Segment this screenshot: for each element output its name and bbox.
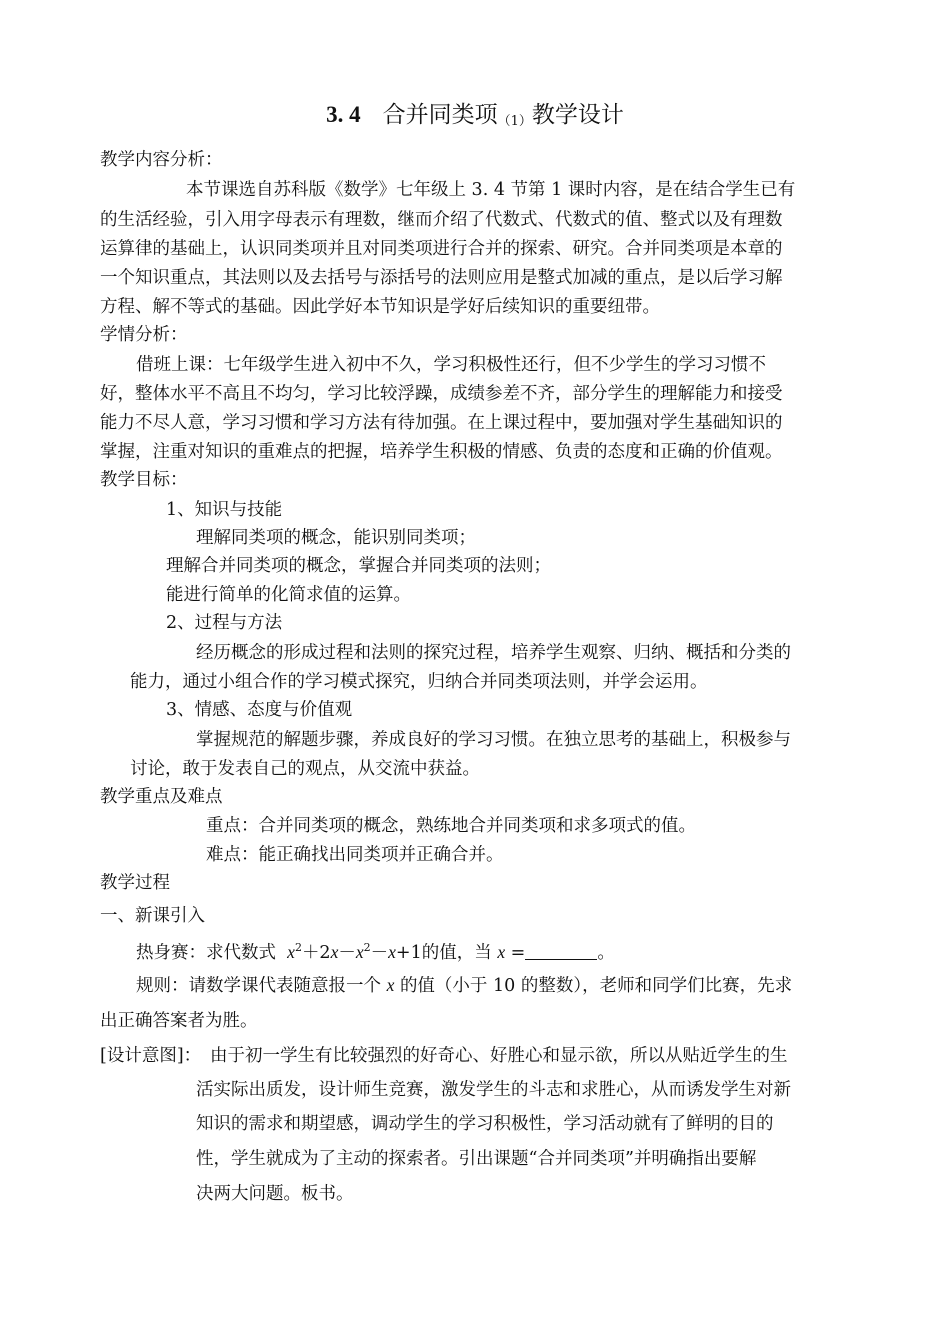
- title-main: 合并同类项: [382, 102, 498, 128]
- page-title: [0, 96, 950, 129]
- content-line: 一个知识重点，其法则以及去括号与添括号的法则应用是整式加减的重点，是以后学习解: [100, 268, 783, 288]
- goal-1-line: 理解同类项的概念，能识别同类项；: [196, 528, 476, 548]
- rule-var: x: [386, 975, 395, 995]
- warmup-label: 热身赛：求代数式: [136, 942, 276, 963]
- goal-3-line: 讨论，敢于发表自己的观点，从交流中获益。: [130, 759, 480, 779]
- design-line: 性，学生就成为了主动的探索者。引出课题“合并同类项”并明确指出要解: [196, 1149, 757, 1169]
- heading-content-analysis: 教学内容分析：: [100, 150, 223, 170]
- section-number: 3. 4: [326, 102, 361, 127]
- content-line: 方程、解不等式的基础。因此学好本节知识是学好后续知识的重要纽带。: [100, 297, 660, 317]
- goal-3-line: 掌握规范的解题步骤，养成良好的学习习惯。在独立思考的基础上，积极参与: [196, 730, 791, 750]
- heading-key-points: 教学重点及难点: [100, 787, 223, 807]
- student-line: 掌握，注重对知识的重难点的把握，培养学生积极的情感、负责的态度和正确的价值观。: [100, 442, 783, 462]
- goal-1-title: 1、知识与技能: [166, 500, 283, 520]
- goal-1-line: 能进行简单的化简求值的运算。: [166, 585, 411, 605]
- heading-goals: 教学目标：: [100, 470, 188, 490]
- goal-2-line: 经历概念的形成过程和法则的探究过程，培养学生观察、归纳、概括和分类的: [196, 643, 791, 663]
- student-line: 好，整体水平不高且不均匀，学习比较浮躁，成绩参差不齐，部分学生的理解能力和接受: [100, 384, 783, 404]
- student-line: 借班上课：七年级学生进入初中不久，学习积极性还行，但不少学生的学习习惯不: [136, 355, 766, 375]
- warmup-var: x: [497, 941, 506, 962]
- rule-line: 规则：请数学课代表随意报一个 x 的值（小于 10 的整数），老师和同学们比赛，先求: [136, 975, 793, 996]
- goal-3-title: 3、情感、态度与价值观: [166, 700, 353, 720]
- goal-1-line: 理解合并同类项的概念，掌握合并同类项的法则；: [166, 556, 551, 576]
- goal-2-title: 2、过程与方法: [166, 613, 283, 633]
- design-line: 决两大问题。板书。: [196, 1184, 354, 1204]
- warmup-line: [136, 941, 615, 964]
- title-rest: 教学设计: [531, 102, 624, 128]
- goal-2-line: 能力，通过小组合作的学习模式探究，归纳合并同类项法则，并学会运用。: [130, 672, 708, 692]
- content-line: 的生活经验，引入用字母表示有理数，继而介绍了代数式、代数式的值、整式以及有理数: [100, 210, 783, 230]
- design-intent-label: [设计意图]：: [100, 1046, 202, 1066]
- heading-process: 教学过程: [100, 873, 170, 893]
- warmup-mid: 的值，当: [421, 942, 492, 963]
- warmup-end: 。: [597, 942, 615, 963]
- student-line: 能力不尽人意，学习习惯和学习方法有待加强。在上课过程中，要加强对学生基础知识的: [100, 413, 783, 433]
- design-line: 活实际出质发，设计师生竞赛，激发学生的斗志和求胜心，从而诱发学生对新: [196, 1080, 791, 1100]
- answer-blank: [525, 943, 597, 960]
- design-line: 知识的需求和期望感，调动学生的学习积极性，学习活动就有了鲜明的目的: [196, 1114, 774, 1134]
- rule-line-2: 出正确答案者为胜。: [100, 1011, 258, 1031]
- key-difficulty: 难点：能正确找出同类项并正确合并。: [206, 845, 504, 865]
- formula: $x^2+2x-x^2-x+1$: [287, 941, 422, 963]
- design-line: 由于初一学生有比较强烈的好奇心、好胜心和显示欲，所以从贴近学生的生: [210, 1046, 788, 1066]
- content-line: 本节课选自苏科版《数学》七年级上 3. 4 节第 1 课时内容，是在结合学生已有: [186, 180, 796, 200]
- key-focus: 重点：合并同类项的概念，熟练地合并同类项和求多项式的值。: [206, 816, 696, 836]
- heading-student-analysis: 学情分析：: [100, 325, 188, 345]
- process-part-1: 一、新课引入: [100, 906, 205, 926]
- title-sub: （1）: [497, 114, 532, 129]
- content-line: 运算律的基础上，认识同类项并且对同类项进行合并的探索、研究。合并同类项是本章的: [100, 239, 783, 259]
- warmup-eq: =: [510, 942, 526, 963]
